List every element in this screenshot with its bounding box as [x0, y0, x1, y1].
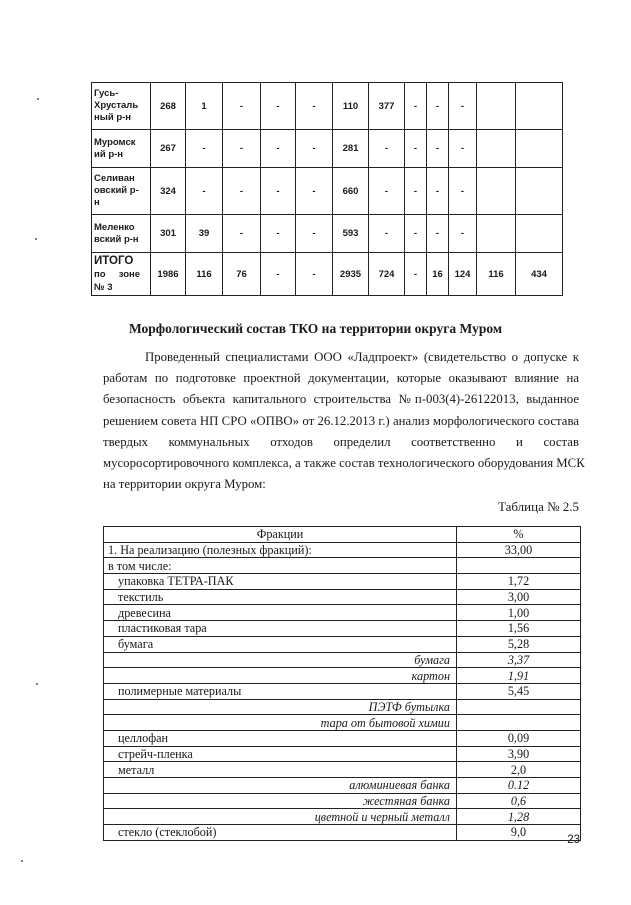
value-cell: 324 [151, 168, 186, 215]
district-name-line: овский р- [94, 185, 139, 196]
value-cell: - [223, 215, 261, 253]
total-value-cell: 1986 [151, 253, 186, 296]
paragraph-line: на территории округа Муром: [103, 477, 266, 492]
fraction-percent [457, 715, 581, 731]
value-cell: 39 [186, 215, 223, 253]
fraction-name: текстиль [104, 589, 457, 605]
fraction-percent: 0,6 [457, 793, 581, 809]
fraction-percent: 3,90 [457, 746, 581, 762]
district-name [92, 130, 151, 168]
table-number-label: Таблица № 2.5 [497, 499, 579, 514]
paragraph-line: безопасность объекта капитального строительства №п-003(4)-26122013, выданное [103, 392, 579, 407]
fraction-percent: 5,45 [457, 683, 581, 699]
total-label-line: № 3 [94, 281, 113, 293]
fraction-name: металл [104, 762, 457, 778]
value-cell: - [261, 83, 296, 130]
fraction-percent: 9,0 [457, 825, 581, 841]
fraction-row [104, 715, 581, 731]
value-cell: - [427, 83, 449, 130]
value-cell: - [369, 215, 405, 253]
district-row [92, 130, 563, 168]
district-name-line: Меленко [94, 221, 135, 233]
fraction-row [104, 699, 581, 715]
paragraph-line: Проведенный специалистами ООО «Ладпроект» (свидетельство о допуске к [145, 350, 579, 364]
fraction-row [104, 778, 581, 794]
fraction-percent [457, 699, 581, 715]
fraction-percent: 3,00 [457, 589, 581, 605]
district-name-line: Селиван [94, 173, 135, 184]
fraction-name: в том числе: [104, 558, 457, 574]
fractions-table [103, 526, 581, 841]
fraction-row [104, 605, 581, 621]
total-value-cell: 124 [449, 253, 477, 296]
scan-speck [37, 98, 39, 100]
value-cell: - [186, 168, 223, 215]
fraction-row [104, 542, 581, 558]
value-cell: 268 [151, 83, 186, 130]
value-cell [477, 215, 516, 253]
district-name-line: Гусь- [94, 88, 119, 99]
total-value-cell: 116 [477, 253, 516, 296]
fraction-name: цветной и черный металл [104, 809, 457, 825]
value-cell: - [449, 215, 477, 253]
district-name-line: вский р-н [94, 233, 139, 245]
value-cell: - [296, 130, 333, 168]
value-cell: - [223, 168, 261, 215]
district-row [92, 168, 563, 215]
total-value-cell: 116 [186, 253, 223, 296]
waste-volume-table [91, 82, 563, 296]
fraction-row [104, 574, 581, 590]
fraction-name: упаковка ТЕТРА-ПАК [104, 574, 457, 590]
value-cell: - [223, 130, 261, 168]
value-cell: - [223, 83, 261, 130]
district-name-line: ий р-н [94, 148, 124, 160]
value-cell [477, 130, 516, 168]
district-row [92, 215, 563, 253]
value-cell: - [261, 168, 296, 215]
value-cell: 301 [151, 215, 186, 253]
value-cell: - [261, 130, 296, 168]
value-cell: - [369, 130, 405, 168]
district-name [92, 215, 151, 253]
value-cell [516, 130, 563, 168]
value-cell: - [449, 83, 477, 130]
section-heading: Морфологический состав ТКО на территории округа Муром [128, 321, 503, 336]
fraction-row [104, 793, 581, 809]
fraction-percent: 1,56 [457, 621, 581, 637]
fraction-name: стекло (стеклобой) [104, 825, 457, 841]
fraction-name: полимерные материалы [104, 683, 457, 699]
value-cell: 593 [333, 215, 369, 253]
total-value-cell: 2935 [333, 253, 369, 296]
value-cell: 267 [151, 130, 186, 168]
paragraph-line: мусоросортировочного комплекса, а также состав технологического оборудования МСК [103, 456, 585, 471]
fraction-row [104, 668, 581, 684]
fraction-name: пластиковая тара [104, 621, 457, 637]
paragraph-line: решением совета НП СРО «ОПВО» от 26.12.2013 г.) анализ морфологического состава [103, 413, 579, 428]
value-cell: - [405, 168, 427, 215]
total-value-cell: 724 [369, 253, 405, 296]
header-percent: % [457, 527, 581, 543]
value-cell: - [405, 215, 427, 253]
page-number: 23 [567, 834, 580, 846]
header-fraction: Фракции [104, 527, 457, 543]
value-cell: - [186, 130, 223, 168]
value-cell: 110 [333, 83, 369, 130]
fraction-name: бумага [104, 652, 457, 668]
fraction-name: картон [104, 668, 457, 684]
fraction-percent: 1,28 [457, 809, 581, 825]
fraction-name: алюминиевая банка [104, 778, 457, 794]
fraction-row [104, 809, 581, 825]
fraction-name: стрейч-пленка [104, 746, 457, 762]
value-cell: - [405, 83, 427, 130]
value-cell: - [296, 168, 333, 215]
district-name [92, 83, 151, 130]
value-cell: - [449, 130, 477, 168]
fraction-row [104, 683, 581, 699]
fraction-name: тара от бытовой химии [104, 715, 457, 731]
value-cell [477, 83, 516, 130]
fraction-row [104, 762, 581, 778]
value-cell: - [427, 130, 449, 168]
total-row [92, 253, 563, 296]
value-cell: - [405, 130, 427, 168]
value-cell [516, 215, 563, 253]
total-label-line: ИТОГО [94, 254, 134, 267]
fraction-percent: 1,00 [457, 605, 581, 621]
fraction-percent: 2,0 [457, 762, 581, 778]
total-value-cell: 76 [223, 253, 261, 296]
total-value-cell: 434 [516, 253, 563, 296]
value-cell: - [427, 168, 449, 215]
fraction-percent [457, 558, 581, 574]
fraction-percent: 0.12 [457, 778, 581, 794]
total-label [92, 253, 151, 296]
total-value-cell: - [261, 253, 296, 296]
value-cell: - [449, 168, 477, 215]
fraction-name: целлофан [104, 730, 457, 746]
fraction-name: 1. На реализацию (полезных фракций): [104, 542, 457, 558]
value-cell: 377 [369, 83, 405, 130]
fraction-percent: 5,28 [457, 636, 581, 652]
value-cell: - [296, 83, 333, 130]
fraction-row [104, 825, 581, 841]
value-cell: 1 [186, 83, 223, 130]
fraction-row [104, 621, 581, 637]
district-name-line: Хрусталь [94, 100, 139, 111]
fractions-header-row [104, 527, 581, 543]
scan-speck [35, 238, 37, 240]
district-name [92, 168, 151, 215]
fraction-name: жестяная банка [104, 793, 457, 809]
fraction-percent: 3,37 [457, 652, 581, 668]
paragraph-line: твердых коммунальных отходов определил соответственно и состав [103, 434, 579, 449]
total-value-cell: 16 [427, 253, 449, 296]
fraction-row [104, 730, 581, 746]
value-cell [516, 83, 563, 130]
district-row [92, 83, 563, 130]
total-value-cell: - [296, 253, 333, 296]
district-name-line: н [94, 197, 100, 208]
district-name-line: Муромск [94, 136, 136, 148]
total-value-cell: - [405, 253, 427, 296]
scan-speck [36, 683, 38, 685]
fraction-row [104, 746, 581, 762]
fraction-row [104, 652, 581, 668]
fraction-name: ПЭТФ бутылка [104, 699, 457, 715]
value-cell: - [427, 215, 449, 253]
value-cell: - [296, 215, 333, 253]
fraction-percent: 0,09 [457, 730, 581, 746]
value-cell [477, 168, 516, 215]
fraction-percent: 1,72 [457, 574, 581, 590]
paragraph-line: работам по подготовке проектной документации, которые оказывают влияние на [103, 371, 579, 386]
district-name-line: ный р-н [94, 112, 132, 123]
total-label-line: по зоне [94, 268, 141, 280]
fraction-row [104, 558, 581, 574]
value-cell [516, 168, 563, 215]
description-paragraph [103, 347, 585, 495]
value-cell: - [261, 215, 296, 253]
value-cell: - [369, 168, 405, 215]
fraction-percent: 1,91 [457, 668, 581, 684]
fraction-name: бумага [104, 636, 457, 652]
value-cell: 281 [333, 130, 369, 168]
fraction-row [104, 636, 581, 652]
fraction-name: древесина [104, 605, 457, 621]
value-cell: 660 [333, 168, 369, 215]
scan-speck [21, 860, 23, 862]
fraction-percent: 33,00 [457, 542, 581, 558]
fraction-row [104, 589, 581, 605]
